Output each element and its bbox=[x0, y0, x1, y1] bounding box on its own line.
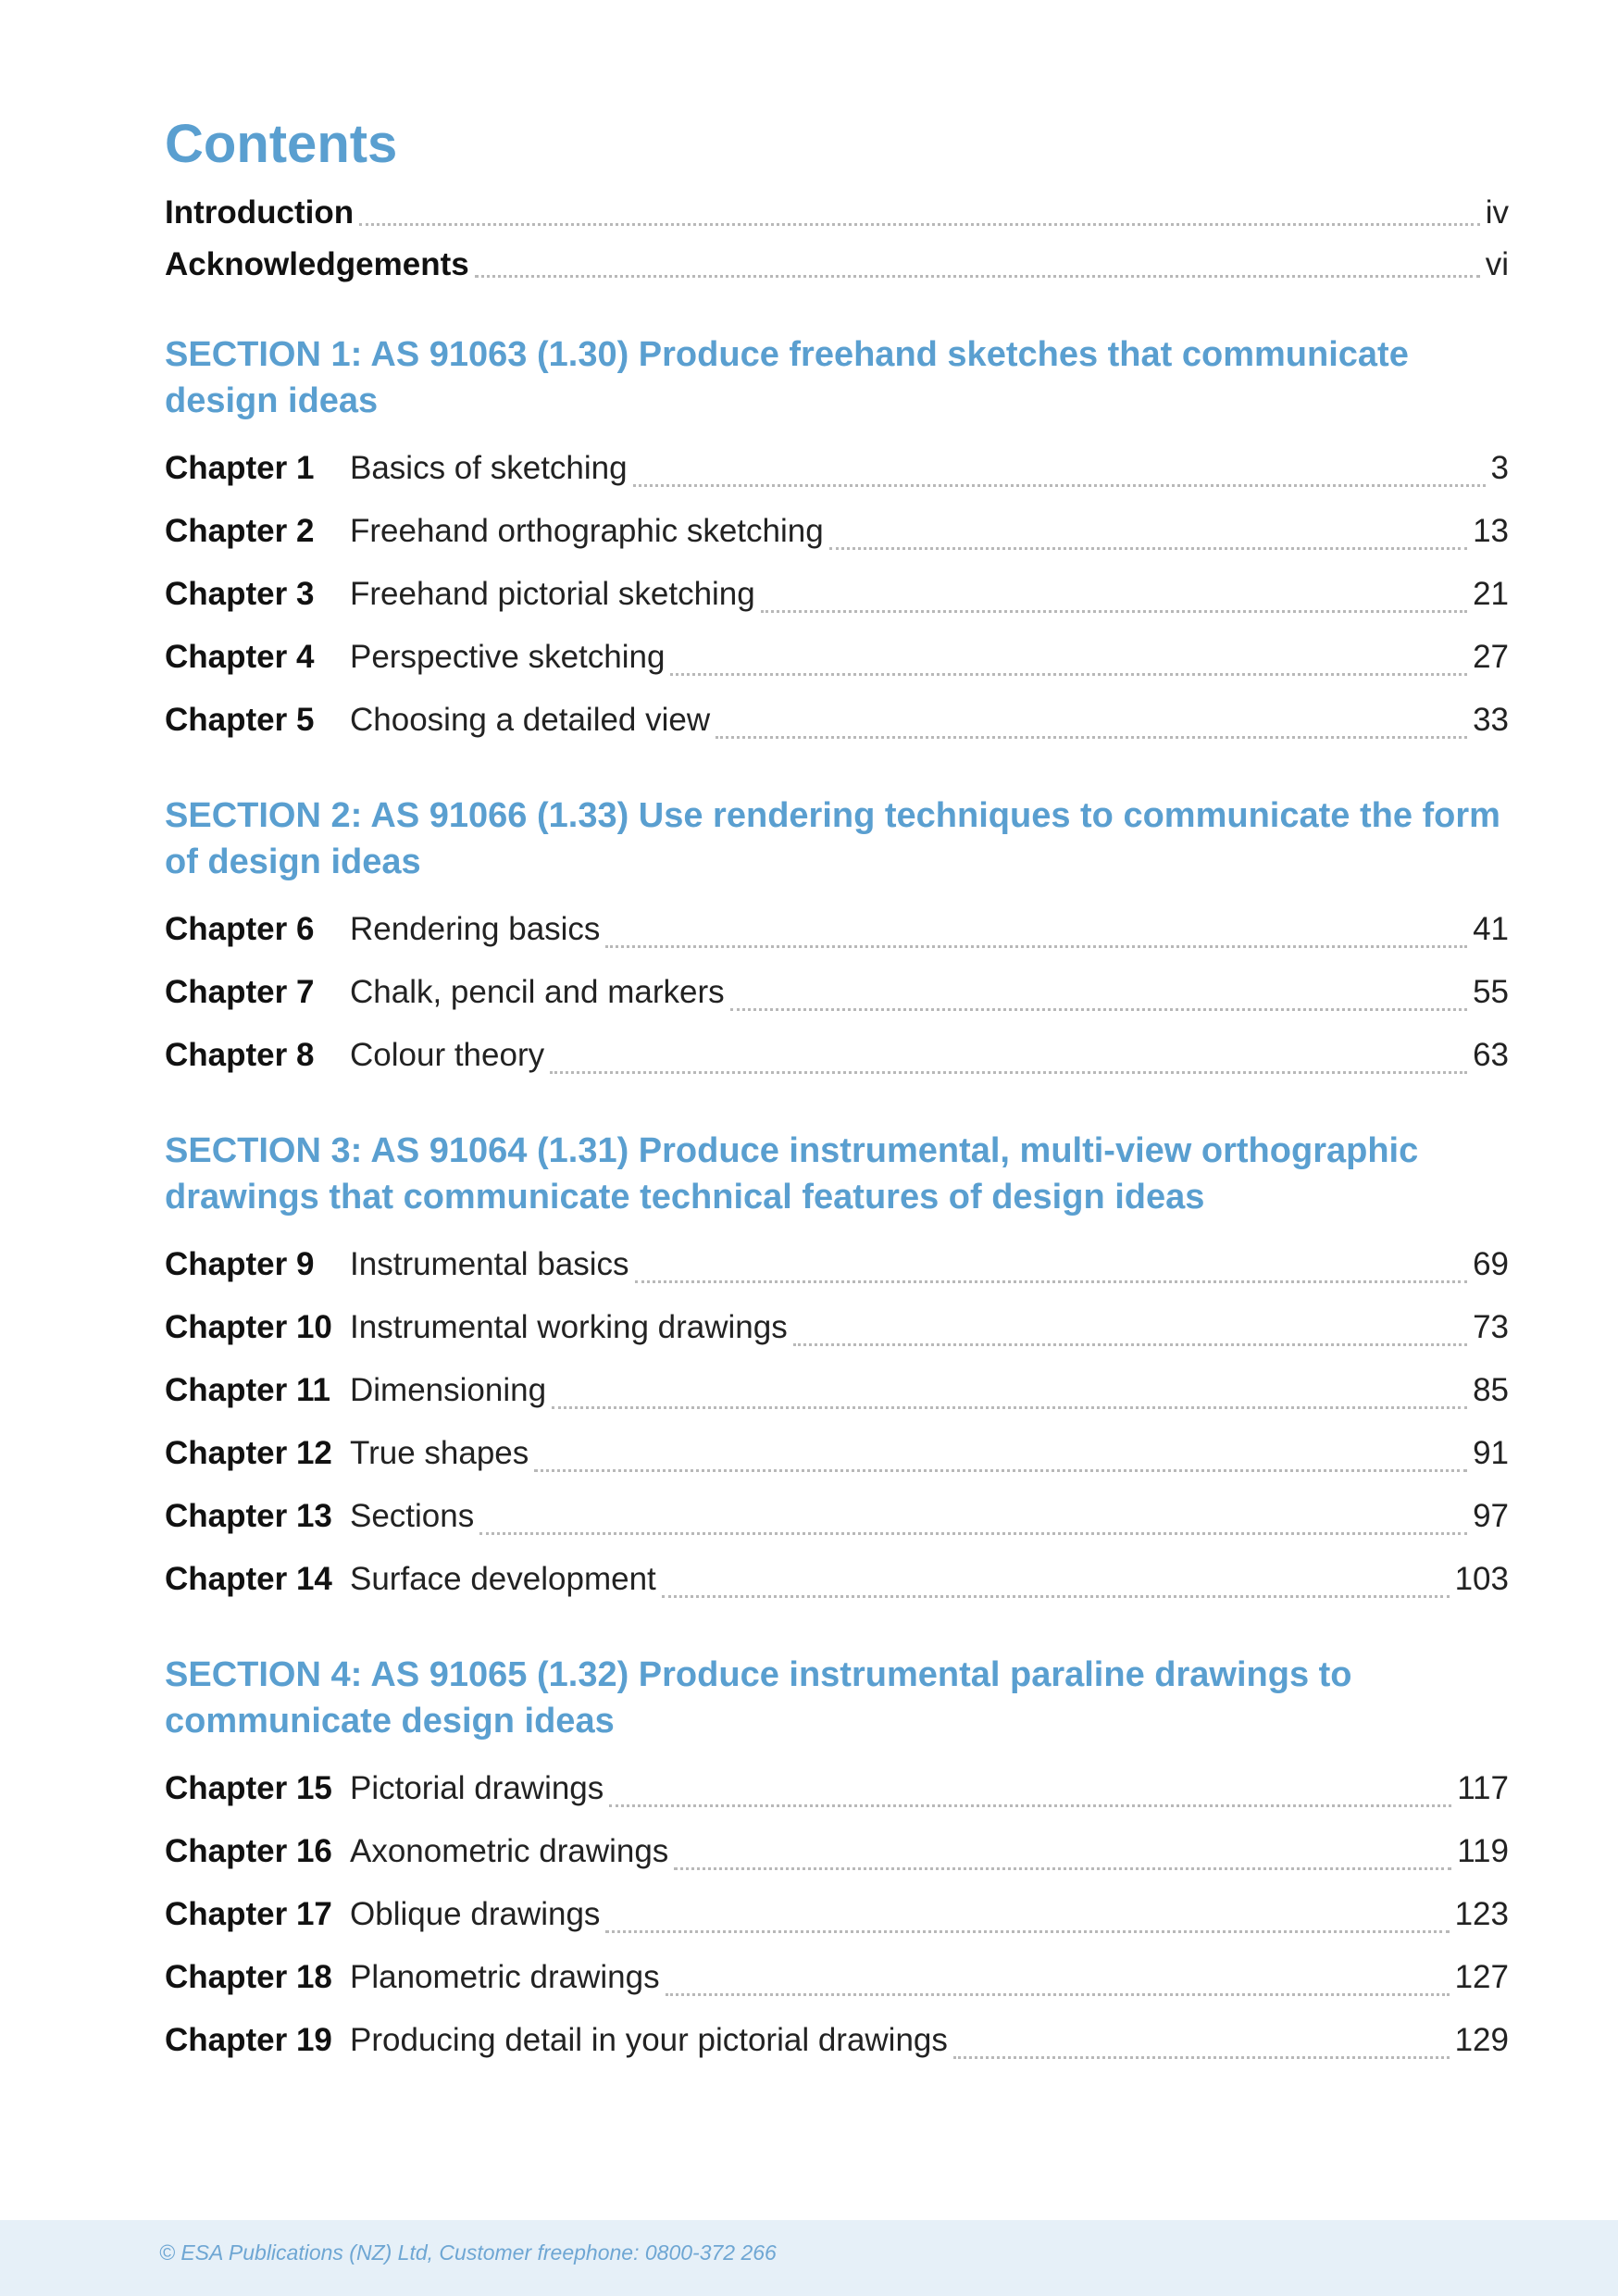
chapter-page: 41 bbox=[1473, 911, 1509, 947]
chapter-page: 91 bbox=[1473, 1435, 1509, 1471]
chapter-page: 129 bbox=[1454, 2022, 1509, 2058]
chapter-title: Freehand orthographic sketching bbox=[350, 513, 824, 549]
chapter-title: Perspective sketching bbox=[350, 639, 666, 675]
dot-leader bbox=[674, 1866, 1451, 1870]
chapter-title: Freehand pictorial sketching bbox=[350, 576, 755, 612]
chapter-page: 85 bbox=[1473, 1372, 1509, 1408]
dot-leader bbox=[662, 1593, 1450, 1598]
entry-page: vi bbox=[1485, 246, 1509, 282]
page-footer bbox=[0, 2220, 1618, 2296]
chapter-page: 55 bbox=[1473, 974, 1509, 1010]
dot-leader bbox=[605, 943, 1467, 948]
toc-entry-chapter-16[interactable] bbox=[165, 1820, 1509, 1883]
dot-leader bbox=[475, 273, 1480, 278]
chapter-title: Surface development bbox=[350, 1561, 656, 1597]
chapter-title: Sections bbox=[350, 1498, 475, 1534]
section-heading-4: SECTION 4: AS 91065 (1.32) Produce instrumental paraline drawings to communicate design ideas bbox=[165, 1655, 1352, 1741]
dot-leader bbox=[730, 1006, 1467, 1011]
dot-leader bbox=[953, 2054, 1450, 2059]
chapter-label: Chapter 18 bbox=[165, 1959, 332, 1995]
chapter-title: Basics of sketching bbox=[350, 450, 628, 486]
chapter-page: 117 bbox=[1457, 1770, 1509, 1806]
chapter-label: Chapter 15 bbox=[165, 1770, 332, 1806]
chapter-label: Chapter 17 bbox=[165, 1896, 332, 1932]
chapter-page: 73 bbox=[1473, 1309, 1509, 1345]
dot-leader bbox=[666, 1991, 1450, 1996]
dot-leader bbox=[534, 1467, 1467, 1472]
chapter-page: 63 bbox=[1473, 1037, 1509, 1073]
chapter-label: Chapter 12 bbox=[165, 1435, 332, 1471]
toc-entry-chapter-11[interactable] bbox=[165, 1359, 1509, 1422]
toc-entry-chapter-6[interactable] bbox=[165, 898, 1509, 961]
toc-entry-chapter-1[interactable] bbox=[165, 437, 1509, 500]
chapter-label: Chapter 9 bbox=[165, 1246, 315, 1282]
chapter-title: Instrumental working drawings bbox=[350, 1309, 788, 1345]
chapter-label: Chapter 11 bbox=[165, 1372, 330, 1408]
chapter-title: Oblique drawings bbox=[350, 1896, 601, 1932]
dot-leader bbox=[552, 1404, 1467, 1409]
toc-entry-chapter-17[interactable] bbox=[165, 1883, 1509, 1946]
chapter-page: 33 bbox=[1473, 702, 1509, 738]
chapter-page: 97 bbox=[1473, 1498, 1509, 1534]
chapter-title: Axonometric drawings bbox=[350, 1833, 669, 1869]
dot-leader bbox=[670, 671, 1467, 676]
toc-entry-chapter-3[interactable] bbox=[165, 563, 1509, 626]
chapter-label: Chapter 3 bbox=[165, 576, 315, 612]
toc-entry-chapter-2[interactable] bbox=[165, 500, 1509, 563]
dot-leader bbox=[716, 734, 1467, 739]
chapter-page: 21 bbox=[1473, 576, 1509, 612]
toc-entry-chapter-15[interactable] bbox=[165, 1757, 1509, 1820]
chapter-label: Chapter 19 bbox=[165, 2022, 332, 2058]
chapter-title: Instrumental basics bbox=[350, 1246, 629, 1282]
section-heading-2: SECTION 2: AS 91066 (1.33) Use rendering techniques to communicate the form of design ideas bbox=[165, 796, 1500, 881]
chapter-label: Chapter 16 bbox=[165, 1833, 332, 1869]
chapter-title: Rendering basics bbox=[350, 911, 601, 947]
chapter-label: Chapter 8 bbox=[165, 1037, 315, 1073]
entry-label: Acknowledgements bbox=[165, 246, 469, 282]
chapter-label: Chapter 5 bbox=[165, 702, 315, 738]
dot-leader bbox=[359, 221, 1480, 226]
toc-entry-chapter-12[interactable] bbox=[165, 1422, 1509, 1485]
chapter-label: Chapter 13 bbox=[165, 1498, 332, 1534]
section-heading-1: SECTION 1: AS 91063 (1.30) Produce freehand sketches that communicate design ideas bbox=[165, 335, 1409, 420]
chapter-title: Chalk, pencil and markers bbox=[350, 974, 725, 1010]
entry-page: iv bbox=[1485, 194, 1509, 231]
chapter-label: Chapter 1 bbox=[165, 450, 315, 486]
chapter-page: 103 bbox=[1454, 1561, 1509, 1597]
chapter-label: Chapter 2 bbox=[165, 513, 315, 549]
chapter-title: Colour theory bbox=[350, 1037, 545, 1073]
toc-entry-chapter-4[interactable] bbox=[165, 626, 1509, 689]
chapter-page: 69 bbox=[1473, 1246, 1509, 1282]
dot-leader bbox=[609, 1803, 1451, 1807]
toc-entry-chapter-19[interactable] bbox=[165, 2009, 1509, 2072]
copyright-notice: © ESA Publications (NZ) Ltd, Customer freephone: 0800-372 266 bbox=[159, 2240, 777, 2265]
entry-label: Introduction bbox=[165, 194, 355, 231]
section-heading-3: SECTION 3: AS 91064 (1.31) Produce instrumental, multi-view orthographic drawings that communicate technical features of design ideas bbox=[165, 1131, 1419, 1217]
toc-entry-chapter-14[interactable] bbox=[165, 1548, 1509, 1611]
chapter-page: 3 bbox=[1490, 450, 1509, 486]
chapter-title: Dimensioning bbox=[350, 1372, 547, 1408]
toc-entry-chapter-7[interactable] bbox=[165, 961, 1509, 1024]
dot-leader bbox=[761, 608, 1467, 613]
toc-entry-acknowledgements[interactable] bbox=[165, 239, 1509, 291]
chapter-title: Pictorial drawings bbox=[350, 1770, 604, 1806]
chapter-page: 127 bbox=[1454, 1959, 1509, 1995]
toc-entry-introduction[interactable] bbox=[165, 187, 1509, 239]
chapter-label: Chapter 4 bbox=[165, 639, 315, 675]
contents-page bbox=[165, 109, 1509, 2072]
chapter-title: Choosing a detailed view bbox=[350, 702, 711, 738]
chapter-label: Chapter 10 bbox=[165, 1309, 332, 1345]
page-title: Contents bbox=[165, 114, 398, 174]
chapter-page: 119 bbox=[1457, 1833, 1509, 1869]
chapter-title: Planometric drawings bbox=[350, 1959, 660, 1995]
dot-leader bbox=[605, 1928, 1449, 1933]
dot-leader bbox=[550, 1069, 1467, 1074]
dot-leader bbox=[479, 1530, 1467, 1535]
chapter-page: 27 bbox=[1473, 639, 1509, 675]
toc-entry-chapter-5[interactable] bbox=[165, 689, 1509, 752]
dot-leader bbox=[793, 1341, 1467, 1346]
chapter-title: Producing detail in your pictorial drawings bbox=[350, 2022, 948, 2058]
chapter-title: True shapes bbox=[350, 1435, 529, 1471]
dot-leader bbox=[635, 1279, 1468, 1283]
chapter-page: 123 bbox=[1454, 1896, 1509, 1932]
toc-entry-chapter-9[interactable] bbox=[165, 1233, 1509, 1296]
chapter-label: Chapter 6 bbox=[165, 911, 315, 947]
dot-leader bbox=[633, 482, 1486, 487]
chapter-label: Chapter 14 bbox=[165, 1561, 332, 1597]
toc-entry-chapter-13[interactable] bbox=[165, 1485, 1509, 1548]
toc-entry-chapter-18[interactable] bbox=[165, 1946, 1509, 2009]
toc-entry-chapter-8[interactable] bbox=[165, 1024, 1509, 1087]
dot-leader bbox=[829, 545, 1467, 550]
toc-entry-chapter-10[interactable] bbox=[165, 1296, 1509, 1359]
chapter-page: 13 bbox=[1473, 513, 1509, 549]
chapter-label: Chapter 7 bbox=[165, 974, 315, 1010]
